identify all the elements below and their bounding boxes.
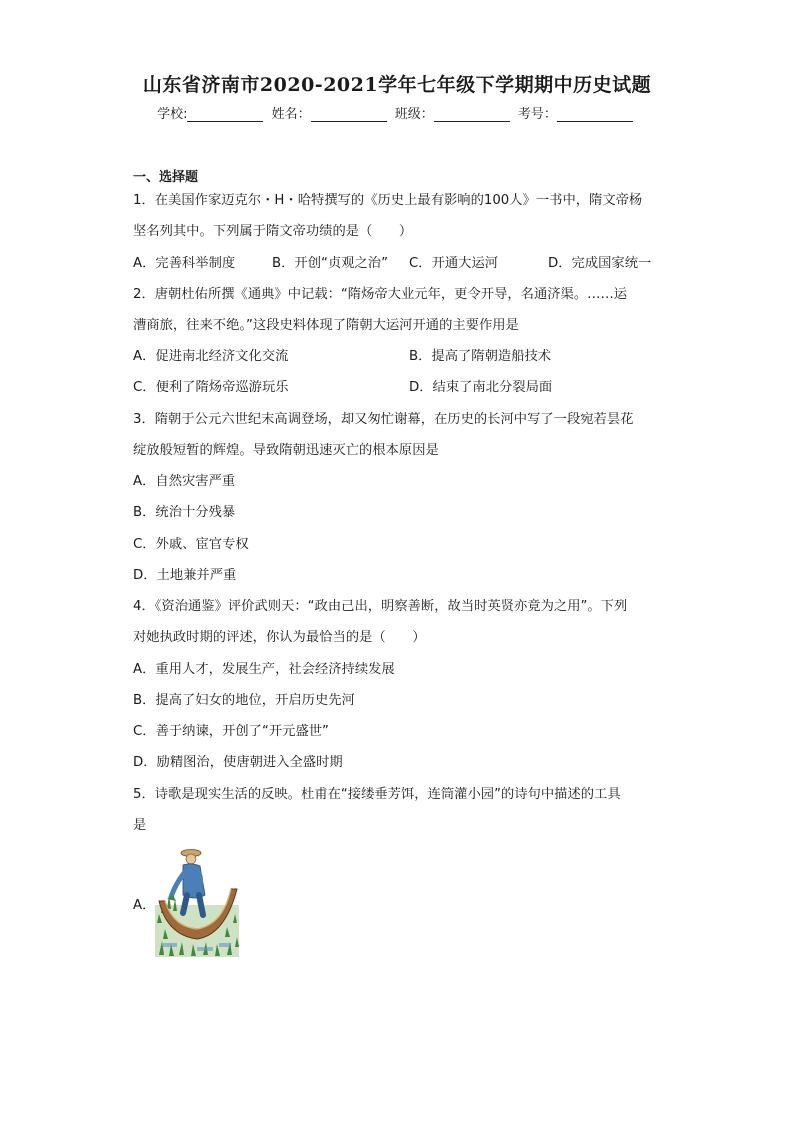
question-1-option-b[interactable]: B．开创“贞观之治” bbox=[272, 256, 388, 271]
question-2-option-d[interactable]: D．结束了南北分裂局面 bbox=[409, 380, 553, 395]
exam-number-label: 考号： bbox=[517, 107, 557, 122]
question-3-option-d[interactable]: D．土地兼并严重 bbox=[133, 568, 237, 583]
question-4-option-d[interactable]: D．励精图治，使唐朝进入全盛时期 bbox=[133, 755, 343, 770]
class-blank[interactable] bbox=[434, 107, 510, 122]
question-3-option-c[interactable]: C．外戚、宦官专权 bbox=[133, 537, 249, 552]
question-5-stem-line-1: 5．诗歌是现实生活的反映。杜甫在“接缕垂芳饵，连筒灌小园”的诗句中描述的工具 bbox=[133, 787, 621, 802]
section-heading: 一、选择题 bbox=[133, 170, 199, 185]
question-3-stem-line-2: 绽放般短暂的辉煌。导致隋朝迅速灭亡的根本原因是 bbox=[133, 443, 439, 458]
question-2-option-a[interactable]: A．促进南北经济文化交流 bbox=[133, 349, 289, 364]
class-label: 班级： bbox=[394, 107, 434, 122]
question-1-stem-line-2: 坚名列其中。下列属于隋文帝功绩的是（ ） bbox=[133, 224, 413, 239]
student-info-row bbox=[0, 103, 794, 122]
farmer-boat-illustration bbox=[153, 843, 243, 961]
question-2-stem-line-2: 漕商旅，往来不绝。”这段史料体现了隋朝大运河开通的主要作用是 bbox=[133, 318, 519, 333]
question-5-option-a[interactable]: A． bbox=[133, 898, 156, 913]
question-1-option-d[interactable]: D．完成国家统一 bbox=[548, 256, 652, 271]
question-1-option-c[interactable]: C．开通大运河 bbox=[409, 256, 499, 271]
question-3-stem-line-1: 3．隋朝于公元六世纪末高调登场，却又匆忙谢幕，在历史的长河中写了一段宛若昙花 bbox=[133, 412, 634, 427]
question-2-option-c[interactable]: C．便利了隋炀帝巡游玩乐 bbox=[133, 380, 289, 395]
question-4-option-c[interactable]: C．善于纳谏，开创了“开元盛世” bbox=[133, 724, 329, 739]
question-1-stem-line-1: 1．在美国作家迈克尔・H・哈特撰写的《历史上最有影响的100人》一书中，隋文帝杨 bbox=[133, 193, 643, 208]
question-4-option-a[interactable]: A．重用人才，发展生产，社会经济持续发展 bbox=[133, 662, 395, 677]
question-5-stem-line-2: 是 bbox=[133, 818, 147, 833]
school-blank[interactable] bbox=[187, 107, 263, 122]
name-label: 姓名： bbox=[271, 107, 311, 122]
school-label: 学校: bbox=[157, 107, 188, 122]
question-3-option-a[interactable]: A．自然灾害严重 bbox=[133, 474, 236, 489]
exam-number-blank[interactable] bbox=[557, 107, 633, 122]
page-title: 山东省济南市2020-2021学年七年级下学期期中历史试题 bbox=[142, 74, 652, 96]
question-4-stem-line-2: 对她执政时期的评述，你认为最恰当的是（ ） bbox=[133, 630, 426, 645]
farmer-head bbox=[186, 854, 196, 864]
name-blank[interactable] bbox=[311, 107, 387, 122]
question-2-stem-line-1: 2．唐朝杜佑所撰《通典》中记载：“隋炀帝大业元年，更令开导，名通济渠。……运 bbox=[133, 287, 628, 302]
question-3-option-b[interactable]: B．统治十分残暴 bbox=[133, 505, 236, 520]
question-4-option-b[interactable]: B．提高了妇女的地位，开启历史先河 bbox=[133, 693, 355, 708]
question-1-option-a[interactable]: A．完善科举制度 bbox=[133, 256, 236, 271]
question-4-stem-line-1: 4．《资治通鉴》评价武则天：“政由己出，明察善断，故当时英贤亦竟为之用”。下列 bbox=[133, 599, 628, 614]
question-2-option-b[interactable]: B．提高了隋朝造船技术 bbox=[409, 349, 552, 364]
